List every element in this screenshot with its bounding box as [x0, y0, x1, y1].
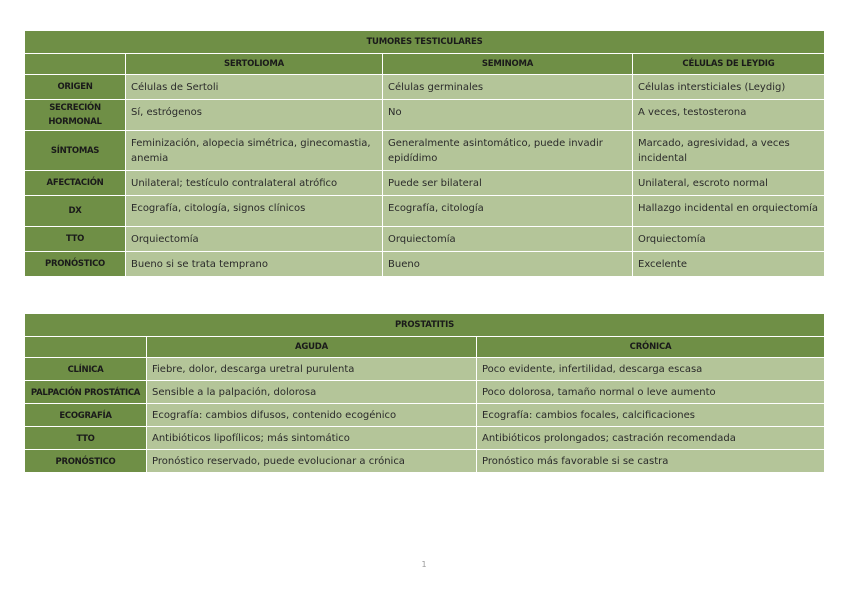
table-cell: Bueno — [383, 252, 633, 277]
row-header: SÍNTOMAS — [25, 131, 126, 171]
table-cell: Orquiectomía — [126, 227, 383, 252]
table-cell: Sensible a la palpación, dolorosa — [147, 381, 477, 404]
table-cell: Hallazgo incidental en orquiectomía — [633, 196, 825, 227]
tumores-testiculares-table — [24, 30, 825, 277]
table-cell: Excelente — [633, 252, 825, 277]
table-row — [25, 100, 825, 131]
table-row — [25, 227, 825, 252]
row-header: DX — [25, 196, 126, 227]
table-cell: Antibióticos lipofílicos; más sintomático — [147, 427, 477, 450]
table-cell: Puede ser bilateral — [383, 171, 633, 196]
table-cell: No — [383, 100, 633, 131]
table-title: TUMORES TESTICULARES — [25, 31, 825, 54]
table-cell: Unilateral; testículo contralateral atrófico — [126, 171, 383, 196]
column-header-aguda: AGUDA — [147, 337, 477, 358]
row-header: PALPACIÓN PROSTÁTICA — [25, 381, 147, 404]
table-cell: Células germinales — [383, 75, 633, 100]
row-header: ORIGEN — [25, 75, 126, 100]
row-header: TTO — [25, 227, 126, 252]
row-header: PRONÓSTICO — [25, 450, 147, 473]
table-cell: Fiebre, dolor, descarga uretral purulenta — [147, 358, 477, 381]
table-row — [25, 252, 825, 277]
table-cell: Poco dolorosa, tamaño normal o leve aumento — [477, 381, 825, 404]
column-header-sertolioma: SERTOLIOMA — [126, 54, 383, 75]
table-cell: Ecografía: cambios difusos, contenido ecogénico — [147, 404, 477, 427]
table-cell: Generalmente asintomático, puede invadir epidídimo — [383, 131, 633, 171]
table-cell: Células de Sertoli — [126, 75, 383, 100]
corner-cell — [25, 54, 126, 75]
row-header: TTO — [25, 427, 147, 450]
table-cell: Sí, estrógenos — [126, 100, 383, 131]
table-cell: Ecografía: cambios focales, calcificaciones — [477, 404, 825, 427]
table-cell: Bueno si se trata temprano — [126, 252, 383, 277]
row-header: PRONÓSTICO — [25, 252, 126, 277]
row-header: SECRECIÓN HORMONAL — [25, 100, 126, 131]
table-cell: A veces, testosterona — [633, 100, 825, 131]
table-row — [25, 404, 825, 427]
table-row — [25, 358, 825, 381]
table-cell: Pronóstico más favorable si se castra — [477, 450, 825, 473]
column-header-seminoma: SEMINOMA — [383, 54, 633, 75]
table-cell: Marcado, agresividad, a veces incidental — [633, 131, 825, 171]
row-header: AFECTACIÓN — [25, 171, 126, 196]
table-row — [25, 381, 825, 404]
table-row — [25, 171, 825, 196]
table-cell: Células intersticiales (Leydig) — [633, 75, 825, 100]
table-cell: Feminización, alopecia simétrica, ginecomastia, anemia — [126, 131, 383, 171]
column-header-cronica: CRÓNICA — [477, 337, 825, 358]
page-number: 1 — [421, 560, 427, 569]
table-row — [25, 131, 825, 171]
table-row — [25, 450, 825, 473]
table-cell: Orquiectomía — [383, 227, 633, 252]
table-row — [25, 196, 825, 227]
column-header-leydig: CÉLULAS DE LEYDIG — [633, 54, 825, 75]
corner-cell — [25, 337, 147, 358]
row-header: ECOGRAFÍA — [25, 404, 147, 427]
table-title: PROSTATITIS — [25, 314, 825, 337]
table-row — [25, 75, 825, 100]
table-cell: Antibióticos prolongados; castración recomendada — [477, 427, 825, 450]
table-cell: Ecografía, citología — [383, 196, 633, 227]
table-cell: Ecografía, citología, signos clínicos — [126, 196, 383, 227]
row-header: CLÍNICA — [25, 358, 147, 381]
table-row — [25, 427, 825, 450]
table-cell: Orquiectomía — [633, 227, 825, 252]
table-cell: Pronóstico reservado, puede evolucionar a crónica — [147, 450, 477, 473]
prostatitis-table — [24, 313, 825, 473]
table-cell: Poco evidente, infertilidad, descarga escasa — [477, 358, 825, 381]
table-cell: Unilateral, escroto normal — [633, 171, 825, 196]
